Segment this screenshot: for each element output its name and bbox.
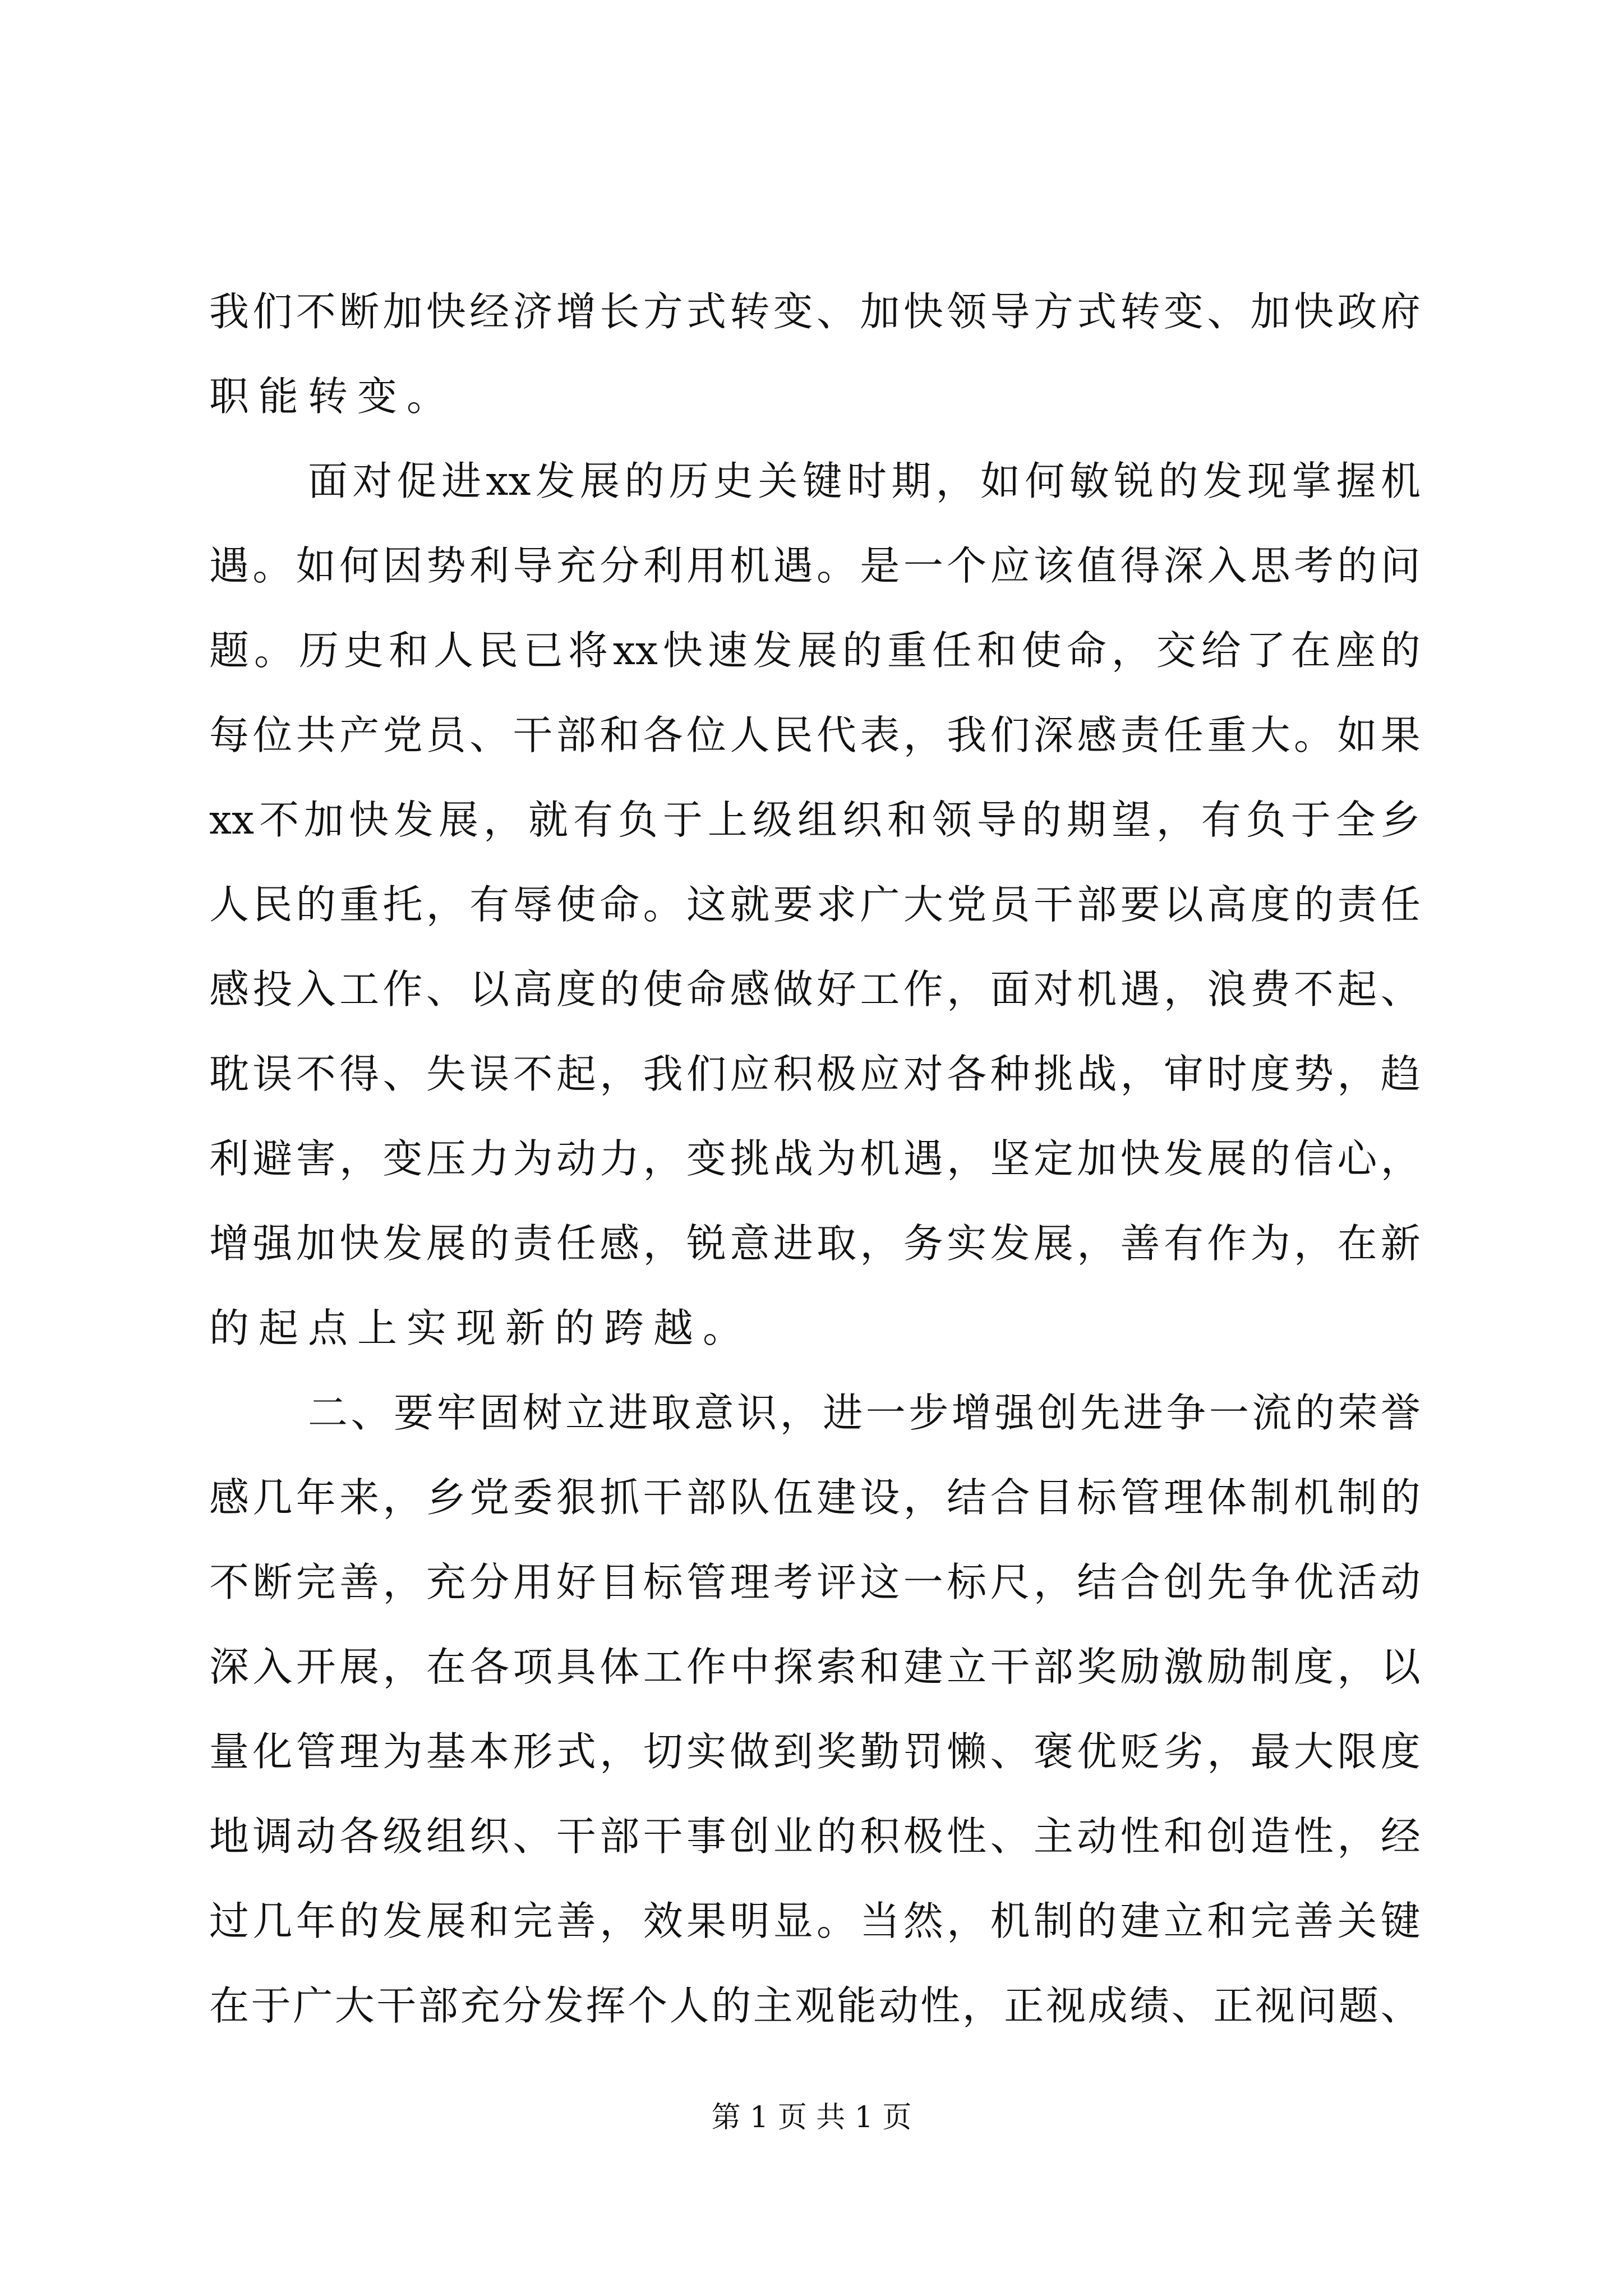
text-line: 深 入 开 展 ， 在 各 项 具 体 工 作 中 探 索 和 建 立 干 部 奖 励 激 励 制 度 ， 以 (209, 1644, 1421, 1690)
text-line: 的起点上实现新的跨越。 (209, 1305, 753, 1351)
text-line: 增 强 加 快 发 展 的 责 任 感 ， 锐 意 进 取 ， 务 实 发 展 ， 善 有 作 为 ， 在 新 (209, 1220, 1421, 1267)
text-line: 耽 误 不 得 、 失 误 不 起 ， 我 们 应 积 极 应 对 各 种 挑 战 ， 审 时 度 势 ， 趋 (209, 1051, 1421, 1097)
text-line: 不 断 完 善 ， 充 分 用 好 目 标 管 理 考 评 这 一 标 尺 ， 结 合 创 先 争 优 活 动 (209, 1559, 1421, 1605)
text-line: 过 几 年 的 发 展 和 完 善 ， 效 果 明 显 。 当 然 ， 机 制 的 建 立 和 完 善 关 键 (209, 1898, 1421, 1944)
text-line: 地 调 动 各 级 组 织 、 干 部 干 事 创 业 的 积 极 性 、 主 动 性 和 创 造 性 ， 经 (209, 1813, 1421, 1860)
text-line: 二 、 要 牢 固 树 立 进 取 意 识 ， 进 一 步 增 强 创 先 进 争 一 流 的 荣 誉 (308, 1389, 1421, 1436)
text-line: 遇 。 如 何 因 势 利 导 充 分 利 用 机 遇 。 是 一 个 应 该 值 得 深 入 思 考 的 问 (209, 542, 1421, 589)
text-line: 题 。 历 史 和 人 民 已 将 xx 快 速 发 展 的 重 任 和 使 命 ， 交 给 了 在 座 的 (209, 627, 1421, 674)
text-line: 每 位 共 产 党 员 、 干 部 和 各 位 人 民 代 表 ， 我 们 深 感 责 任 重 大 。 如 果 (209, 712, 1421, 758)
text-line: 职能转变。 (209, 373, 457, 420)
text-line: 我 们 不 断 加 快 经 济 增 长 方 式 转 变 、 加 快 领 导 方 式 转 变 、 加 快 政 府 (209, 288, 1421, 335)
text-line: 人 民 的 重 托 ， 有 辱 使 命 。 这 就 要 求 广 大 党 员 干 部 要 以 高 度 的 责 任 (209, 881, 1421, 928)
text-line: 利 避 害 ， 变 压 力 为 动 力 ， 变 挑 战 为 机 遇 ， 坚 定 加 快 发 展 的 信 心 ， (209, 1135, 1421, 1182)
text-line: 在 于 广 大 干 部 充 分 发 挥 个 人 的 主 观 能 动 性 ， 正 视 成 绩 、 正 视 问 题 、 (209, 1982, 1421, 2029)
text-line: xx 不 加 快 发 展 ， 就 有 负 于 上 级 组 织 和 领 导 的 期 望 ， 有 负 于 全 乡 (209, 797, 1421, 843)
document-body (209, 269, 1421, 2048)
text-line: 感 几 年 来 ， 乡 党 委 狠 抓 干 部 队 伍 建 设 ， 结 合 目 标 管 理 体 制 机 制 的 (209, 1474, 1421, 1521)
text-line: 感 投 入 工 作 、 以 高 度 的 使 命 感 做 好 工 作 ， 面 对 机 遇 ， 浪 费 不 起 、 (209, 966, 1421, 1013)
text-line: 量 化 管 理 为 基 本 形 式 ， 切 实 做 到 奖 勤 罚 懒 、 褒 优 贬 劣 ， 最 大 限 度 (209, 1728, 1421, 1775)
text-line: 面 对 促 进 xx 发 展 的 历 史 关 键 时 期 ， 如 何 敏 锐 的 发 现 掌 握 机 (308, 458, 1421, 504)
page-footer: 第 1 页 共 1 页 (711, 2101, 912, 2134)
